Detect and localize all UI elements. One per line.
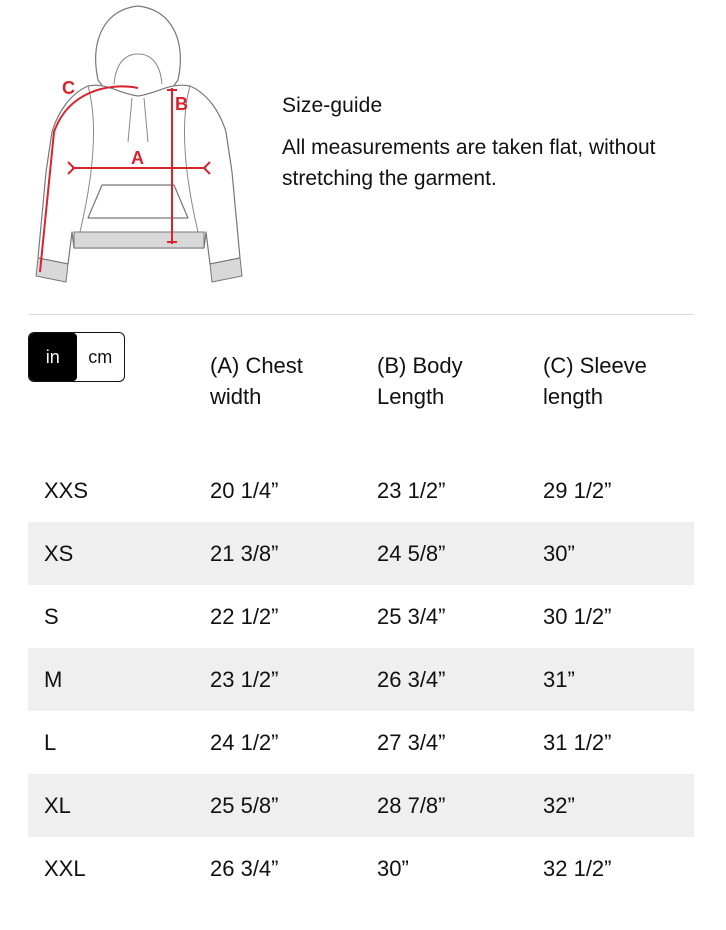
length-value: 25 3/4” <box>377 603 446 629</box>
chest-value: 23 1/2” <box>210 666 279 692</box>
size-label: XXS <box>44 477 89 503</box>
sleeve-value: 32 1/2” <box>543 855 612 881</box>
sleeve-value: 30” <box>543 540 575 566</box>
header-sleeve-length: (C) Sleeve length <box>543 353 647 409</box>
size-label: XL <box>44 792 71 818</box>
sleeve-value: 31 1/2” <box>543 729 612 755</box>
sleeve-value: 29 1/2” <box>543 477 612 503</box>
table-row <box>28 522 694 585</box>
size-label: XXL <box>44 855 86 881</box>
chest-value: 20 1/4” <box>210 477 279 503</box>
divider <box>28 314 694 315</box>
size-table <box>28 459 694 900</box>
marker-a: A <box>131 148 144 168</box>
table-row <box>28 585 694 648</box>
table-row <box>28 774 694 837</box>
size-guide-description: All measurements are taken flat, without stretching the garment. <box>282 136 656 190</box>
hoodie-diagram <box>28 2 250 292</box>
size-guide-title: Size-guide <box>282 94 383 117</box>
unit-toggle[interactable] <box>28 332 125 382</box>
chest-value: 25 5/8” <box>210 792 279 818</box>
table-row <box>28 837 694 900</box>
hood-shape <box>96 6 181 100</box>
size-label: L <box>44 729 57 755</box>
sleeve-value: 30 1/2” <box>543 603 612 629</box>
header-chest-width: (A) Chest width <box>210 353 303 409</box>
marker-b: B <box>175 94 188 114</box>
length-value: 24 5/8” <box>377 540 446 566</box>
chest-value: 26 3/4” <box>210 855 279 881</box>
size-label: XS <box>44 540 74 566</box>
length-value: 27 3/4” <box>377 729 446 755</box>
chest-value: 21 3/8” <box>210 540 279 566</box>
marker-c: C <box>62 78 75 98</box>
sleeve-value: 31” <box>543 666 575 692</box>
header-body-length: (B) Body Length <box>377 353 463 409</box>
intro-section <box>282 94 702 194</box>
table-row <box>28 648 694 711</box>
unit-option-in[interactable]: in <box>29 333 77 381</box>
unit-option-cm[interactable]: cm <box>88 346 113 367</box>
length-value: 28 7/8” <box>377 792 446 818</box>
table-row <box>28 459 694 522</box>
length-value: 26 3/4” <box>377 666 446 692</box>
chest-value: 24 1/2” <box>210 729 279 755</box>
length-value: 30” <box>377 855 409 881</box>
hem-rib <box>74 232 204 248</box>
table-row <box>28 711 694 774</box>
length-value: 23 1/2” <box>377 477 446 503</box>
chest-value: 22 1/2” <box>210 603 279 629</box>
size-label: M <box>44 666 63 692</box>
sleeve-value: 32” <box>543 792 575 818</box>
size-label: S <box>44 603 59 629</box>
